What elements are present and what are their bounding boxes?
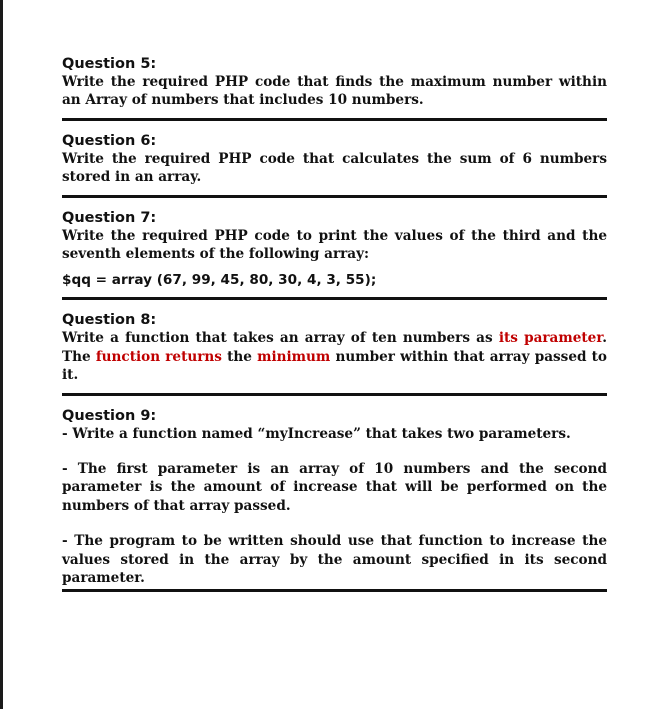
question-5-text: Write the required PHP code that finds the maximum number within an Array of numbers that includes 10 numbers. xyxy=(62,74,607,109)
question-8-text xyxy=(62,329,607,384)
question-5 xyxy=(62,55,607,110)
highlight-minimum: minimum xyxy=(257,348,331,365)
question-8 xyxy=(62,311,607,384)
question-7-text: Write the required PHP code to print the values of the third and the seventh elements of the following array: xyxy=(62,227,607,263)
page-left-border xyxy=(0,0,3,709)
question-6-text: Write the required PHP code that calculates the sum of 6 numbers stored in an array. xyxy=(62,150,607,186)
question-7-title: Question 7: xyxy=(62,209,157,226)
highlight-its-parameter: its parameter xyxy=(498,330,603,347)
question-6-title: Question 6: xyxy=(62,132,157,149)
question-8-text-part: the xyxy=(221,348,258,365)
question-9-title: Question 9: xyxy=(62,407,157,424)
question-8-text-part: Write a function that takes an array of ten numbers as xyxy=(62,330,499,347)
question-9-paragraph-3: - The program to be written should use that function to increase the values stored in the array by the amount specified in its second parameter. xyxy=(62,533,607,587)
highlight-function-returns: function returns xyxy=(95,348,222,365)
document-page xyxy=(62,55,607,592)
question-8-title: Question 8: xyxy=(62,312,157,329)
question-9 xyxy=(62,407,607,588)
question-9-paragraph-2: - The first parameter is an array of 10 numbers and the second parameter is the amount of increase that will be performed on the numbers of that array passed. xyxy=(62,461,607,514)
question-7 xyxy=(62,209,607,290)
question-9-paragraph-1: - Write a function named “myIncrease” that takes two parameters. xyxy=(62,425,571,442)
question-7-array-code: $qq = array (67, 99, 45, 80, 30, 4, 3, 55); xyxy=(62,272,377,289)
question-8-text-part: . The xyxy=(62,330,607,365)
divider-rule xyxy=(62,589,607,592)
question-8-text-part: number within that array passed to it. xyxy=(62,348,607,384)
question-5-title: Question 5: xyxy=(62,56,157,72)
question-6 xyxy=(62,132,607,187)
